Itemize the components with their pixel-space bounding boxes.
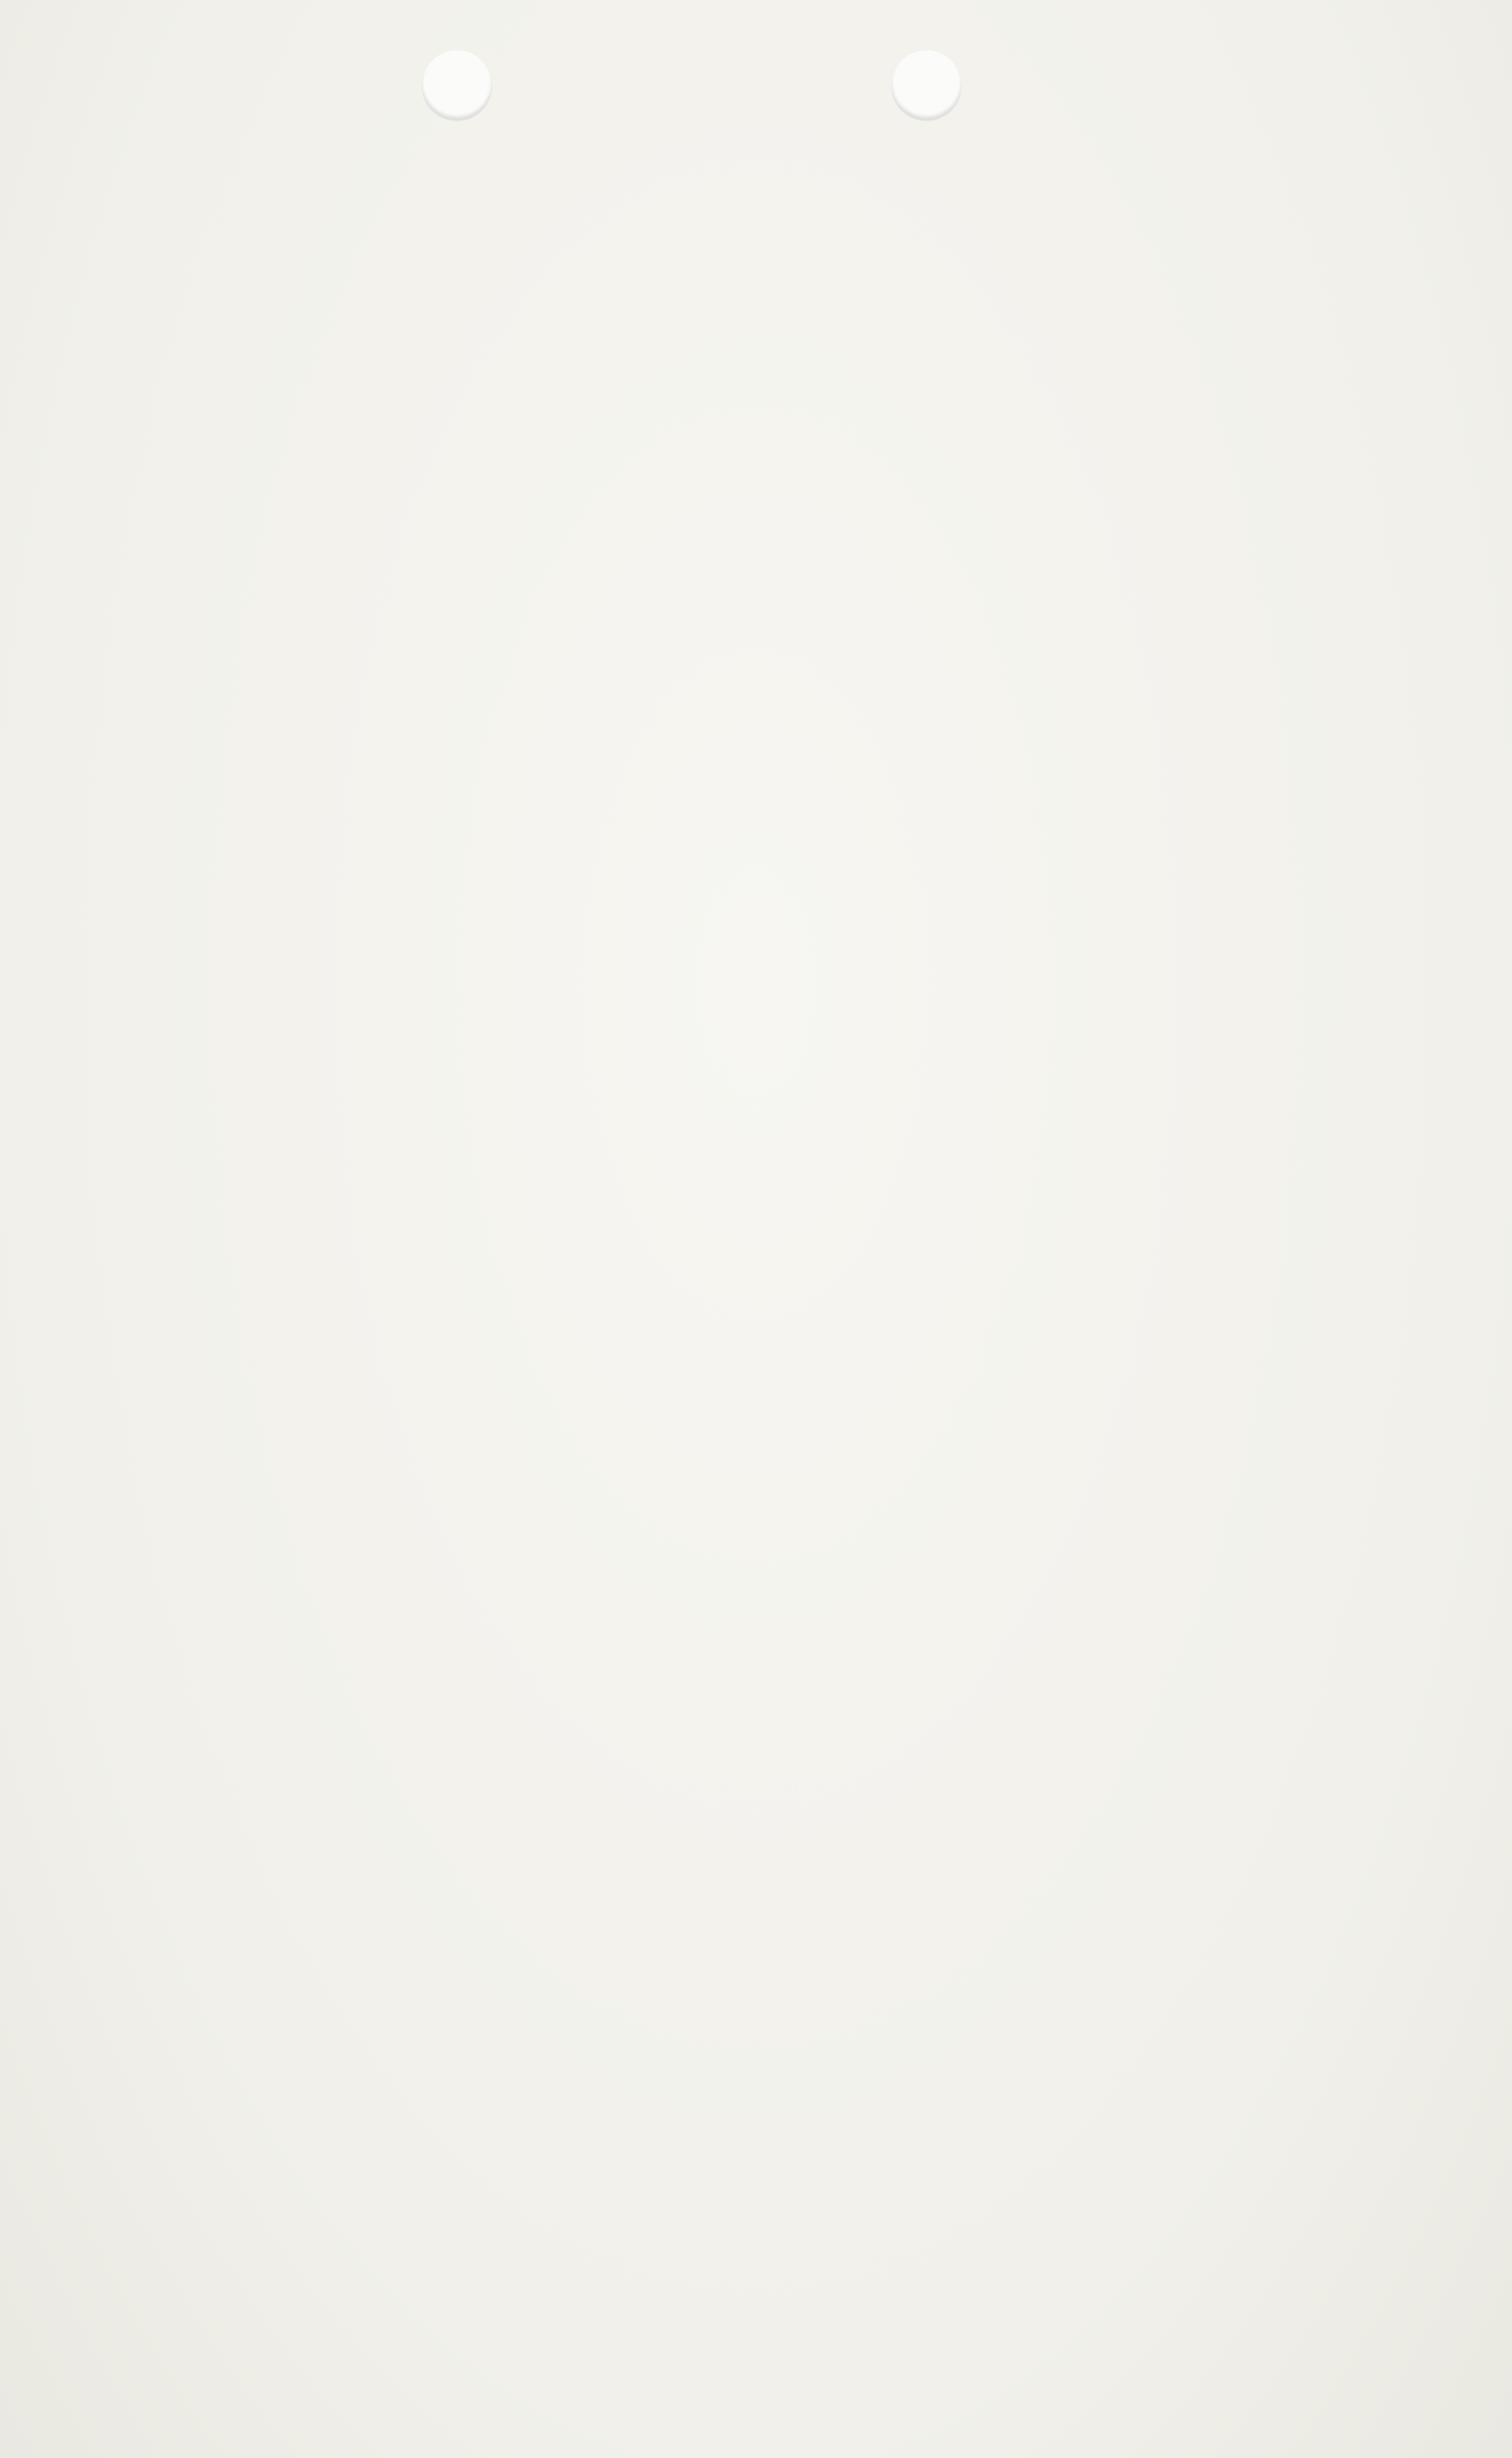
document-page — [0, 0, 1512, 2458]
scene-list — [0, 0, 1512, 2197]
